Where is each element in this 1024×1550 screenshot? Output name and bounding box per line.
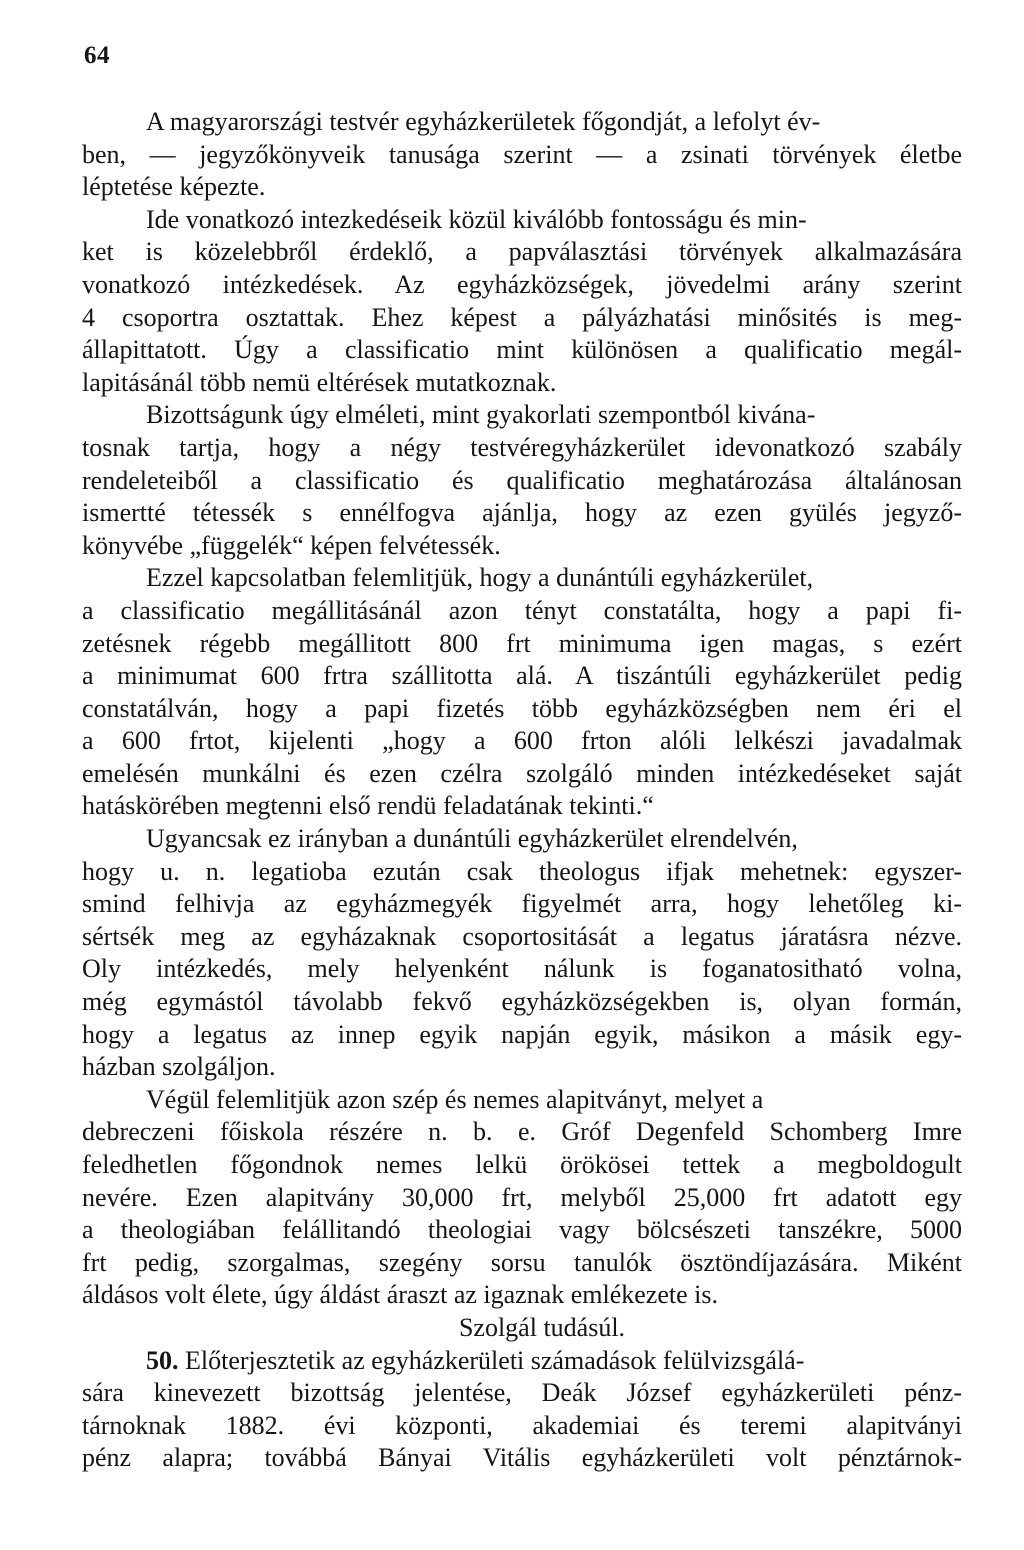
line-text: állapittatott. Úgy a classificatio mint különösen a qualificatio megál- (82, 335, 962, 365)
line-text: ket is közelebbről érdeklő, a papválasztási törvények alkalmazására (82, 237, 962, 267)
line-text: könyvébe „függelék“ képen felvétessék. (82, 530, 501, 560)
text-line (82, 1345, 962, 1378)
line-text: házban szolgáljon. (82, 1052, 276, 1082)
line-text: constatálván, hogy a papi fizetés több egyházközségben nem éri el (82, 693, 962, 723)
text-line (82, 367, 962, 400)
body-text (82, 106, 962, 1475)
line-text: Ide vonatkozó intezkedéseik közül kiválóbb fontosságu és min- (146, 204, 807, 234)
line-text: hogy u. n. legatioba ezután csak theologus ifjak mehetnek: egyszer- (82, 856, 962, 886)
line-text: hogy a legatus az innep egyik napján egyik, másikon a másik egy- (82, 1019, 962, 1049)
text-line (82, 1084, 962, 1117)
line-text: a minimumat 600 frtra szállitotta alá. A tiszántúli egyházkerület pedig (82, 661, 962, 691)
text-line (82, 530, 962, 563)
line-text: zetésnek régebb megállitott 800 frt minimuma igen magas, s ezért (82, 628, 962, 658)
text-line (82, 1182, 962, 1215)
page-number: 64 (84, 42, 110, 69)
text-line (82, 334, 962, 367)
line-text: Ugyancsak ez irányban a dunántúli egyházkerület elrendelvén, (146, 824, 798, 854)
section-number: 50. (146, 1345, 185, 1375)
line-text: smind felhivja az egyházmegyék figyelmét arra, hogy lehetőleg ki- (82, 889, 962, 919)
line-text: Végül felemlitjük azon szép és nemes alapitványt, melyet a (146, 1084, 764, 1114)
line-text: A magyarországi testvér egyházkerületek főgondját, a lefolyt év- (146, 107, 821, 136)
text-line (82, 562, 962, 595)
line-text: sára kinevezett bizottság jelentése, Deák József egyházkerületi pénz- (82, 1378, 962, 1408)
text-line (82, 953, 962, 986)
text-line (82, 1312, 962, 1345)
line-text: lapitásánál több nemü eltérések mutatkoznak. (82, 367, 557, 397)
line-text: Oly intézkedés, mely helyenként nálunk is foganatositható volna, (82, 954, 962, 984)
text-line (82, 888, 962, 921)
text-line (82, 302, 962, 335)
text-line (82, 1019, 962, 1052)
text-line (82, 106, 962, 139)
line-text: vonatkozó intézkedések. Az egyházközségek, jövedelmi arány szerint (82, 269, 962, 299)
line-text: nevére. Ezen alapitvány 30,000 frt, melyből 25,000 frt adatott egy (82, 1182, 962, 1212)
text-line (82, 1116, 962, 1149)
line-text: tárnoknak 1882. évi központi, akademiai és teremi alapitványi (82, 1410, 962, 1440)
text-line (82, 628, 962, 661)
text-line (82, 1051, 962, 1084)
text-line (82, 693, 962, 726)
text-line (82, 758, 962, 791)
line-text: léptetése képezte. (82, 172, 266, 202)
line-text: sértsék meg az egyházaknak csoportositását a legatus járatásra nézve. (82, 921, 962, 951)
line-text: tosnak tartja, hogy a négy testvéregyházkerület idevonatkozó szabály (82, 432, 962, 462)
line-text: áldásos volt élete, úgy áldást áraszt az igaznak emlékezete is. (82, 1280, 718, 1310)
text-line (82, 595, 962, 628)
text-line (82, 139, 962, 172)
text-line (82, 1410, 962, 1443)
text-line (82, 856, 962, 889)
text-line (82, 1214, 962, 1247)
line-text: még egymástól távolabb fekvő egyházközségekben is, olyan formán, (82, 987, 962, 1017)
text-line (82, 171, 962, 204)
text-line (82, 269, 962, 302)
text-line (82, 823, 962, 856)
text-line (82, 986, 962, 1019)
line-text: Ezzel kapcsolatban felemlitjük, hogy a dunántúli egyházkerület, (146, 563, 814, 593)
text-line (82, 236, 962, 269)
text-line (82, 1247, 962, 1280)
line-text: frt pedig, szorgalmas, szegény sorsu tanulók ösztöndíjazására. Miként (82, 1247, 962, 1277)
line-text: hatáskörében megtenni első rendü feladatának tekinti.“ (82, 791, 654, 821)
line-text: a theologiában felállitandó theologiai vagy bölcsészeti tanszékre, 5000 (82, 1215, 962, 1245)
text-line (82, 1377, 962, 1410)
line-text: pénz alapra; továbbá Bányai Vitális egyházkerületi volt pénztárnok- (82, 1443, 962, 1473)
text-line (82, 1149, 962, 1182)
text-line (82, 660, 962, 693)
line-text: feledhetlen főgondnok nemes lelkü örökösei tettek a megboldogult (82, 1150, 962, 1179)
line-text: rendeleteiből a classificatio és qualificatio meghatározása általánosan (82, 465, 962, 495)
text-line (82, 790, 962, 823)
text-line (82, 399, 962, 432)
text-line (82, 1279, 962, 1312)
line-text: a classificatio megállitásánál azon tényt constatálta, hogy a papi fi- (82, 595, 962, 625)
text-line (82, 921, 962, 954)
line-text: emelésén munkálni és ezen czélra szolgáló minden intézkedéseket saját (82, 758, 962, 788)
line-text: ismertté tétessék s ennélfogva ajánlja, hogy az ezen gyülés jegyző- (82, 498, 962, 528)
text-line (82, 204, 962, 237)
line-text: Szolgál tudásúl. (458, 1312, 626, 1342)
line-text: a 600 frtot, kijelenti „hogy a 600 frton alóli lelkészi javadalmak (82, 726, 962, 756)
text-line (82, 497, 962, 530)
line-text: ben, — jegyzőkönyveik tanusága szerint — a zsinati törvények életbe (82, 139, 962, 169)
line-text: 4 csoportra osztattak. Ehez képest a pályázhatási minősités is meg- (82, 302, 962, 332)
text-line (82, 1442, 962, 1475)
line-text: Bizottságunk úgy elméleti, mint gyakorlati szempontból kivána- (146, 400, 816, 430)
line-text: debreczeni főiskola részére n. b. e. Gróf Degenfeld Schomberg Imre (82, 1117, 962, 1147)
text-line (82, 432, 962, 465)
text-line (82, 465, 962, 498)
line-text: Előterjesztetik az egyházkerületi számadások felülvizsgálá- (185, 1345, 805, 1375)
text-line (82, 725, 962, 758)
